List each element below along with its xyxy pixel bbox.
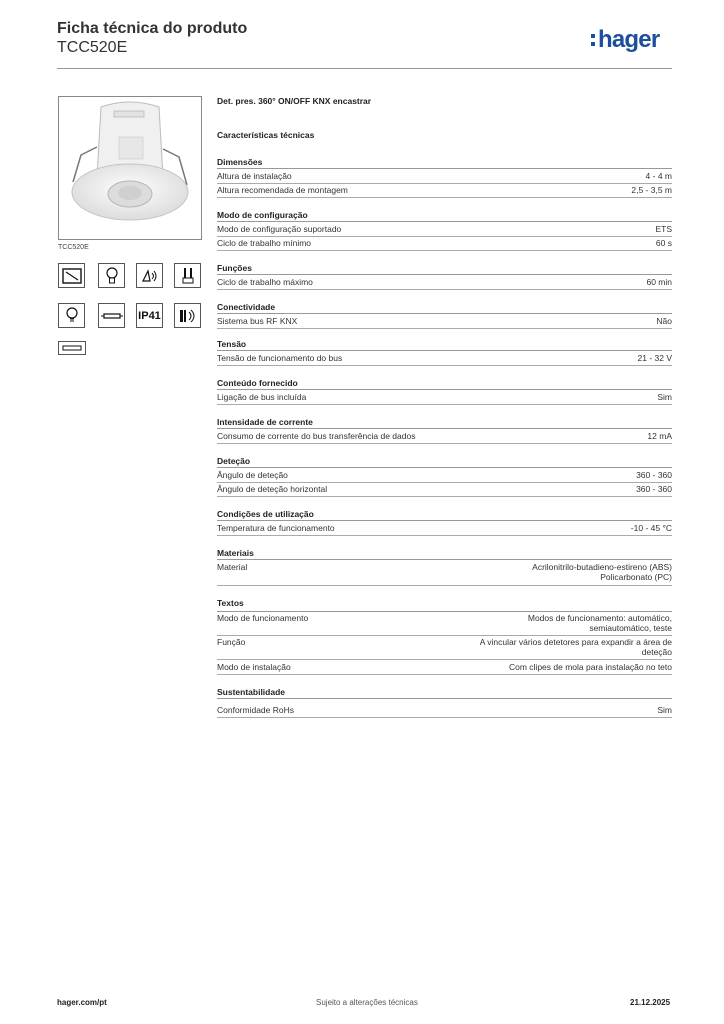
row-label: Modo de funcionamento bbox=[217, 613, 309, 623]
section-heading: Modo de configuração bbox=[217, 210, 672, 222]
row-label: Ciclo de trabalho máximo bbox=[217, 277, 313, 287]
row-value-line-1: Acrilonitrilo-butadieno-estireno (ABS) bbox=[532, 562, 672, 572]
row-value: 60 min bbox=[646, 277, 672, 287]
row-value: Com clipes de mola para instalação no teto bbox=[508, 662, 672, 672]
section-heading: Dimensões bbox=[217, 157, 672, 169]
footer-website-link[interactable]: hager.com/pt bbox=[57, 998, 107, 1007]
table-row bbox=[217, 522, 672, 536]
row-value: 360 - 360 bbox=[636, 484, 672, 494]
table-row bbox=[217, 352, 672, 366]
bulb-outline-icon bbox=[58, 303, 85, 328]
row-label: Altura recomendada de montagem bbox=[217, 185, 348, 195]
table-row bbox=[217, 611, 672, 636]
fluorescent-tube-icon bbox=[98, 303, 125, 328]
row-label: Ângulo de deteção horizontal bbox=[217, 484, 328, 494]
row-value: -10 - 45 °C bbox=[630, 523, 672, 533]
image-caption: TCC520E bbox=[58, 244, 89, 251]
header-divider bbox=[57, 68, 672, 69]
product-image bbox=[58, 96, 202, 240]
row-label: Altura de instalação bbox=[217, 171, 292, 181]
row-value: Sim bbox=[657, 705, 672, 715]
row-label: Tensão de funcionamento do bus bbox=[217, 353, 343, 363]
row-value-line-2: Policarbonato (PC) bbox=[600, 572, 672, 582]
table-row bbox=[217, 223, 672, 237]
section-heading: Funções bbox=[217, 263, 672, 275]
row-value-line-1: A vincular vários detetores para expandir a área de bbox=[479, 637, 672, 647]
logo-mark bbox=[591, 34, 595, 50]
row-value-line-2: deteção bbox=[641, 647, 672, 657]
row-value: Não bbox=[656, 316, 672, 326]
section-heading: Sustentabilidade bbox=[217, 687, 672, 699]
row-label: Ciclo de trabalho mínimo bbox=[217, 238, 312, 248]
row-value: 21 - 32 V bbox=[637, 353, 672, 363]
section-heading: Textos bbox=[217, 598, 244, 608]
section-heading: Materiais bbox=[217, 548, 672, 560]
table-row bbox=[217, 237, 672, 251]
row-value: ETS bbox=[655, 224, 672, 234]
section-heading: Deteção bbox=[217, 456, 672, 468]
row-value: 60 s bbox=[655, 238, 672, 248]
product-title: Det. pres. 360° ON/OFF KNX encastrar bbox=[217, 96, 372, 106]
row-label: Sistema bus RF KNX bbox=[217, 316, 298, 326]
row-value: Sim bbox=[657, 392, 672, 402]
row-value-line-1: Modos de funcionamento: automático, bbox=[527, 613, 672, 623]
detection-icon bbox=[174, 303, 201, 328]
row-value: 4 - 4 m bbox=[645, 171, 672, 181]
section-heading: Tensão bbox=[217, 339, 672, 351]
bulb-icon bbox=[98, 263, 125, 288]
section-heading: Conteúdo fornecido bbox=[217, 378, 672, 390]
row-label: Modo de instalação bbox=[217, 662, 291, 672]
table-row bbox=[217, 561, 672, 586]
row-value bbox=[528, 612, 672, 635]
table-row bbox=[217, 184, 672, 198]
table-row bbox=[217, 170, 672, 184]
footer-note: Sujeito a alterações técnicas bbox=[316, 998, 418, 1007]
row-value bbox=[532, 561, 672, 585]
table-row bbox=[217, 391, 672, 405]
section-heading: Conectividade bbox=[217, 302, 672, 314]
table-row bbox=[217, 276, 672, 290]
row-label: Temperatura de funcionamento bbox=[217, 523, 335, 533]
row-label: Ângulo de deteção bbox=[217, 470, 288, 480]
footer-date: 21.12.2025 bbox=[630, 998, 671, 1007]
table-row bbox=[217, 704, 672, 718]
motion-detector-illustration bbox=[59, 97, 201, 239]
row-value: 12 mA bbox=[647, 431, 672, 441]
table-row bbox=[217, 315, 672, 329]
row-label: Consumo de corrente do bus transferência de dados bbox=[217, 431, 416, 441]
row-value-line-2: semiautomático, teste bbox=[589, 623, 672, 633]
row-label: Ligação de bus incluída bbox=[217, 392, 307, 402]
page-title: Ficha técnica do produto bbox=[57, 20, 248, 37]
row-label: Material bbox=[217, 562, 248, 572]
wall-box-icon bbox=[58, 263, 85, 288]
table-row bbox=[217, 661, 672, 675]
table-row bbox=[217, 469, 672, 483]
row-label: Função bbox=[217, 637, 246, 647]
energy-saving-lamp-icon bbox=[174, 263, 201, 288]
section-heading: Intensidade de corrente bbox=[217, 417, 672, 429]
motion-sensor-icon bbox=[136, 263, 163, 288]
row-label: Conformidade RoHs bbox=[217, 705, 295, 715]
section-heading: Condições de utilização bbox=[217, 509, 672, 521]
table-row bbox=[217, 430, 672, 444]
characteristics-heading: Características técnicas bbox=[217, 130, 315, 140]
row-value bbox=[480, 636, 672, 659]
row-label: Modo de configuração suportado bbox=[217, 224, 342, 234]
row-value: 360 - 360 bbox=[636, 470, 672, 480]
table-row bbox=[217, 636, 672, 660]
tube-icon bbox=[58, 341, 86, 355]
table-row bbox=[217, 483, 672, 497]
product-code: TCC520E bbox=[57, 39, 128, 56]
hager-logo[interactable]: hager bbox=[598, 26, 660, 53]
ip41-icon: IP41 bbox=[136, 303, 163, 328]
row-value: 2,5 - 3,5 m bbox=[631, 185, 672, 195]
